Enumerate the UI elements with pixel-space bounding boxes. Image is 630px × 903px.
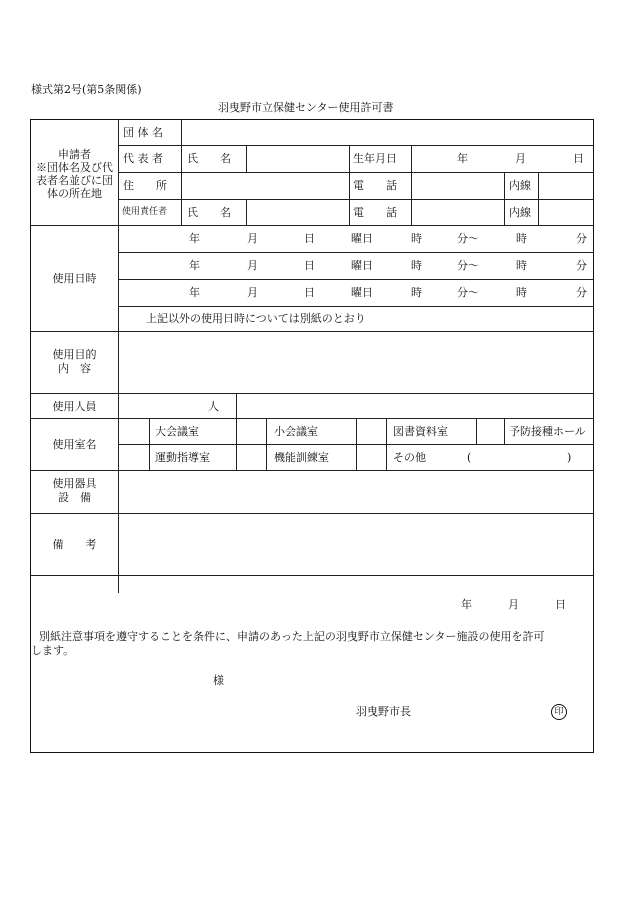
usage-datetime-note: 上記以外の使用日時については別紙のとおり [146, 312, 366, 325]
headcount-label: 使用人員 [52, 400, 97, 413]
permit-day: 日 [555, 598, 566, 611]
purpose-label: 使用目的 [52, 348, 97, 361]
usage-datetime-label: 使用日時 [52, 272, 97, 285]
room-vaccination-hall: 予防接種ホール [509, 425, 586, 438]
headcount-unit: 人 [208, 400, 219, 413]
room-large-conference: 大会議室 [155, 425, 199, 438]
applicant-note-1: ※団体名及び代 [36, 161, 113, 174]
person-in-charge-extension-label: 内線 [509, 206, 531, 219]
birth-month: 月 [515, 152, 526, 165]
form-number: 様式第2号(第5条関係) [31, 83, 142, 96]
issuer: 羽曳野市長 [356, 705, 411, 718]
recipient-honorific: 様 [213, 674, 224, 687]
room-rehabilitation: 機能訓練室 [274, 451, 329, 464]
birth-year: 年 [457, 152, 468, 165]
equipment-label: 使用器具 [52, 477, 97, 490]
equipment-label-2: 設 備 [58, 491, 91, 504]
address-label: 住 所 [123, 179, 167, 192]
permit-text-2: します。 [31, 644, 75, 657]
permit-month: 月 [508, 598, 519, 611]
remarks-label: 備 考 [52, 538, 97, 551]
birthdate-label: 生年月日 [353, 152, 397, 165]
room-other: その他 [393, 451, 426, 464]
room-other-close-paren: ) [567, 451, 572, 464]
rooms-label: 使用室名 [52, 438, 97, 451]
page-title: 羽曳野市立保健センター使用許可書 [218, 101, 394, 114]
room-exercise-guidance: 運動指導室 [155, 451, 210, 464]
phone-label: 電 話 [353, 179, 397, 192]
permit-form: 申請者 ※団体名及び代 表者名並びに団 体の所在地 団 体 名 代 表 者 氏 名 生年月日 年 月 日 住 所 電 話 内線 使用責任者 氏 名 電 話 内線 使用日時 年 月 日 曜日 時 分～ 時 分 年 月 日 曜日 時 分～ 時 分 年 月 日 曜日 時 分～ 時 分 上記以外の使用日時については別紙のとおり 使用目的 内 容 使用人員 人 使用室名 大会議室 小会議室 図書資料室 予防接種ホール 運動指導室 機能訓練室 その他 ( ) 使用器具 設 備 備 考 年 月 日 別紙注意事項を遵守することを条件に、申請のあった上記の羽曳野市立保健センター施設の使用を許可 します。 様 羽曳野市長 [30, 119, 594, 753]
representative-label: 代 表 者 [123, 152, 163, 165]
applicant-note-3: 体の所在地 [47, 187, 102, 200]
person-in-charge-phone-label: 電 話 [353, 206, 397, 219]
purpose-label-2: 内 容 [58, 362, 91, 375]
official-seal: 印 [551, 704, 567, 720]
person-in-charge-name-label: 氏 名 [187, 206, 231, 219]
permit-text: 別紙注意事項を遵守することを条件に、申請のあった上記の羽曳野市立保健センター施設の使用を許可 [39, 630, 545, 643]
birth-day: 日 [573, 152, 584, 165]
person-in-charge-label: 使用責任者 [122, 207, 168, 217]
permit-year: 年 [461, 598, 472, 611]
room-library: 図書資料室 [393, 425, 448, 438]
applicant-label: 申請者 [58, 148, 91, 161]
applicant-note-2: 表者名並びに団 [36, 174, 113, 187]
room-other-open-paren: ( [467, 451, 472, 464]
representative-name-label: 氏 名 [187, 152, 231, 165]
extension-label: 内線 [509, 179, 531, 192]
room-small-conference: 小会議室 [274, 425, 318, 438]
group-name-label: 団 体 名 [123, 126, 163, 139]
